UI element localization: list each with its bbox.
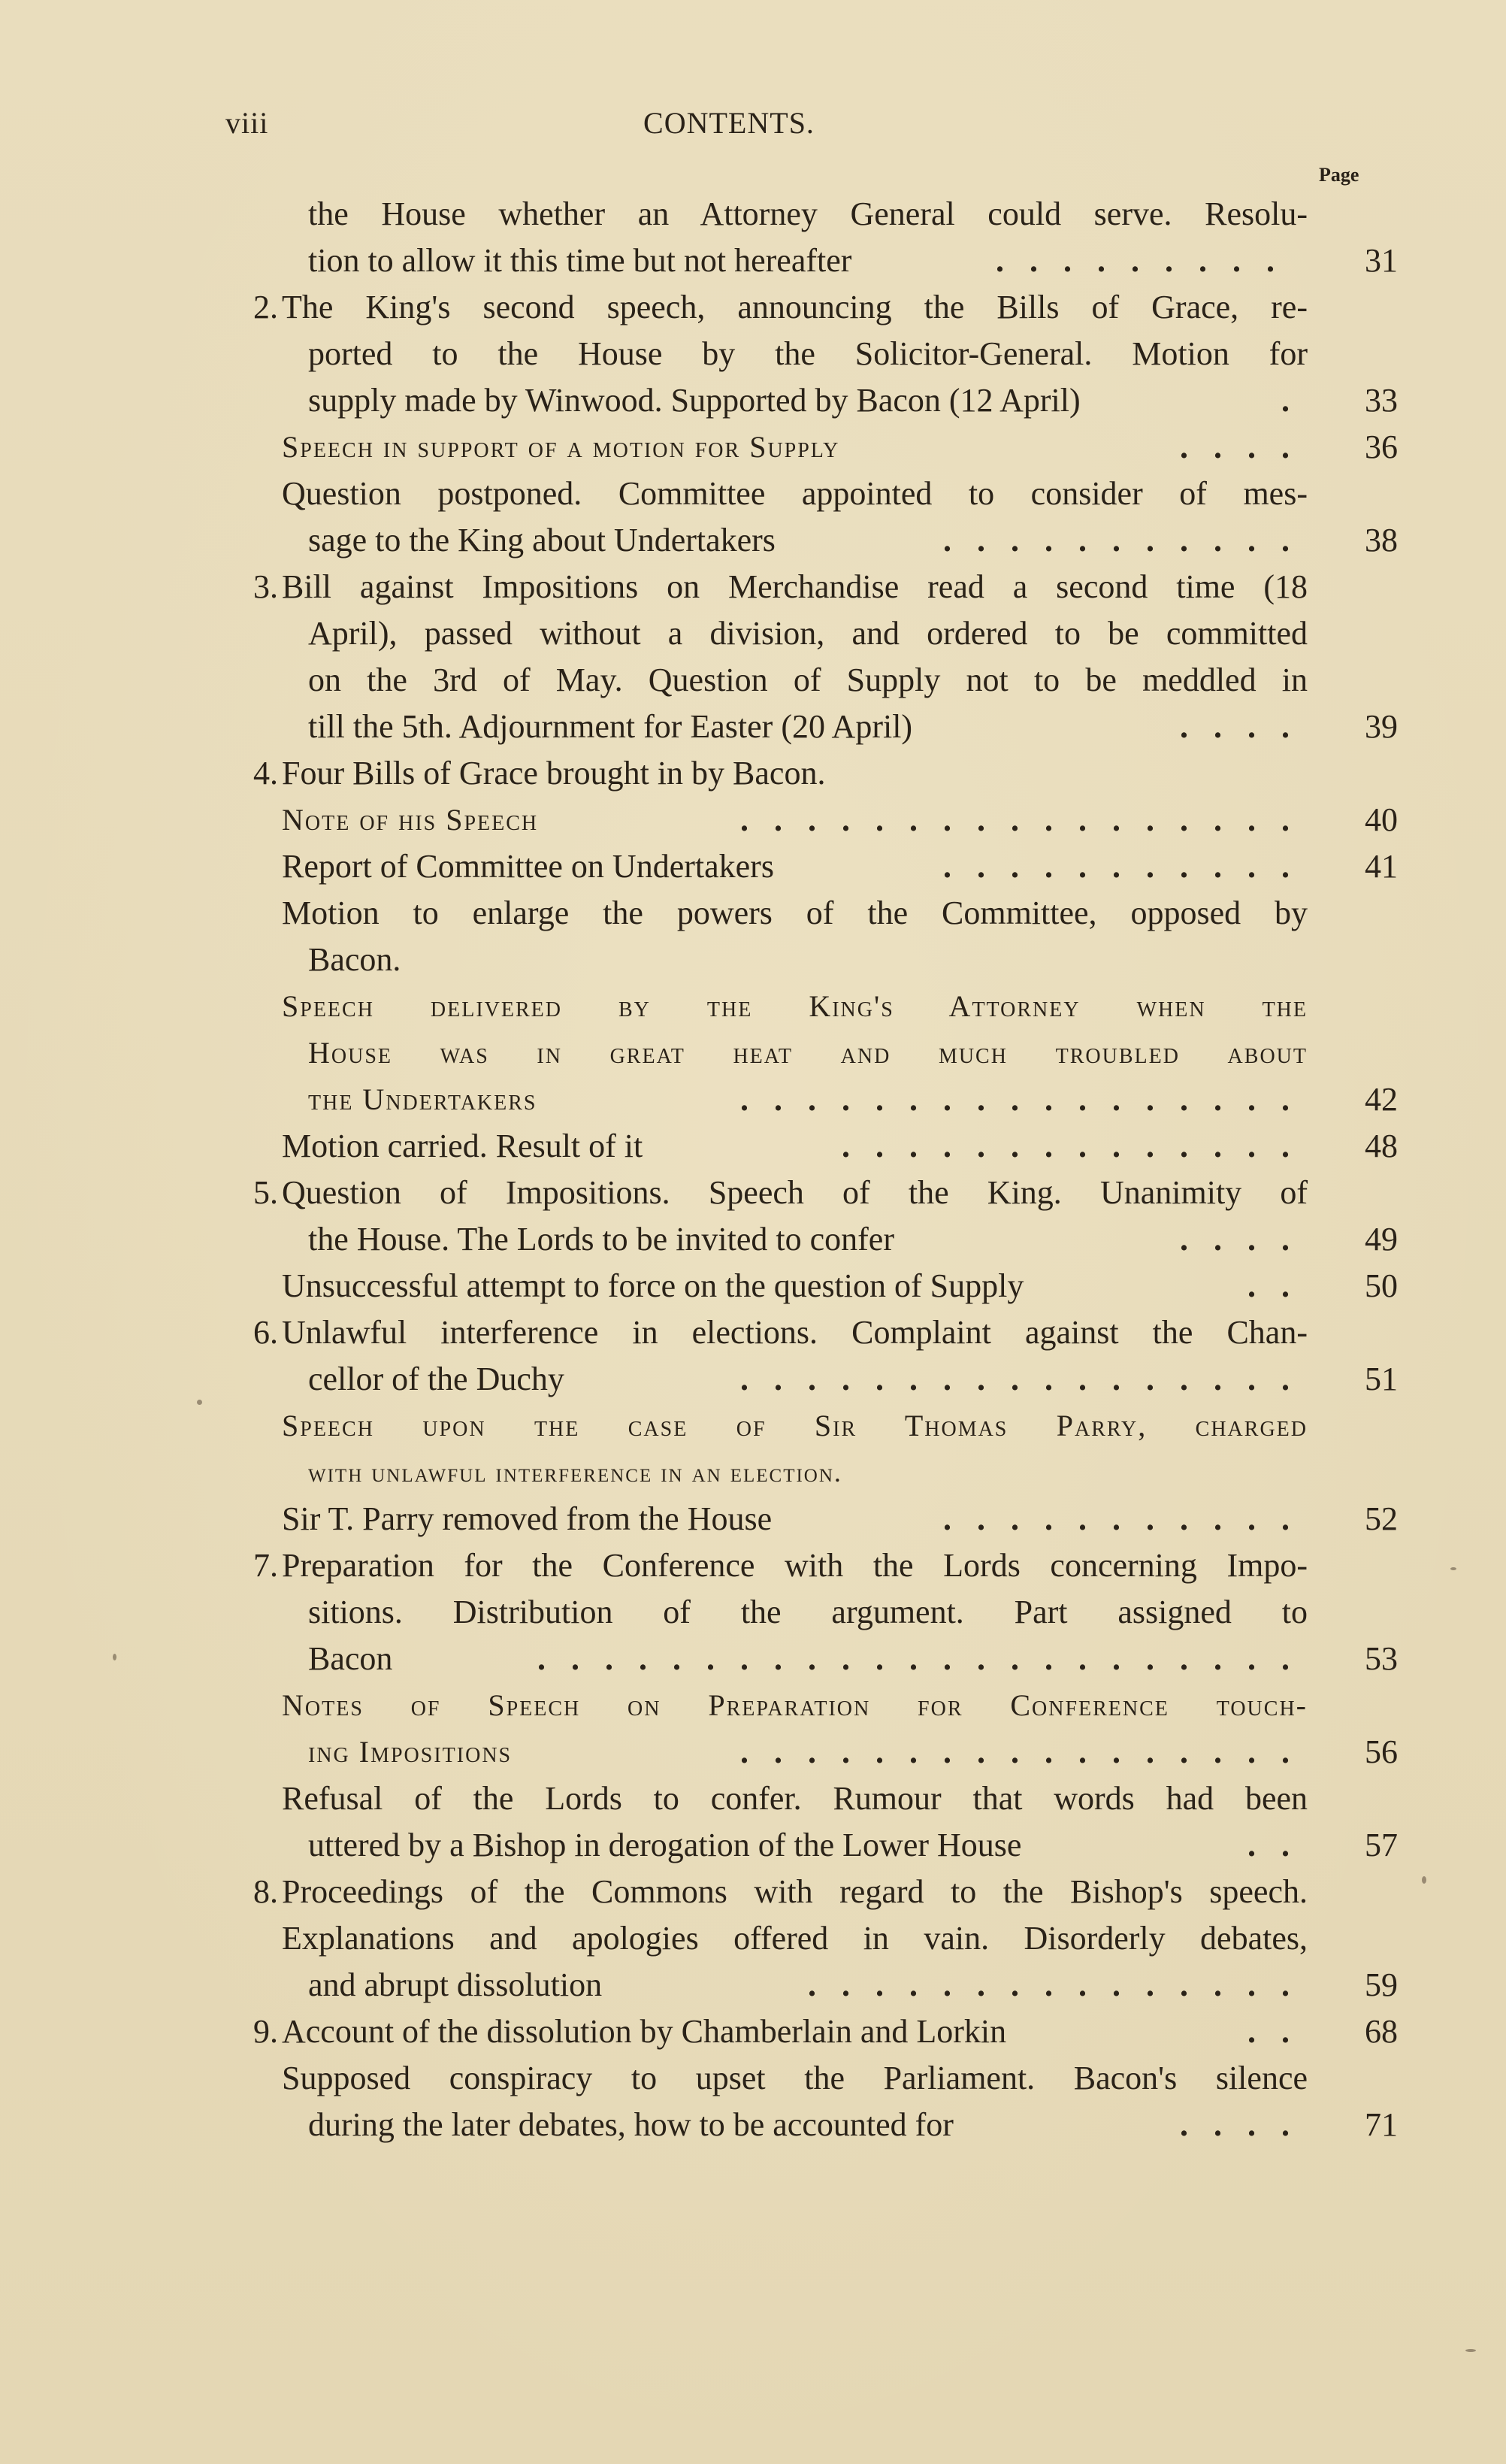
page-number: 71 bbox=[1365, 2106, 1398, 2143]
toc-line bbox=[0, 983, 1506, 1030]
toc-line bbox=[0, 1030, 1506, 1076]
section-number: 3. bbox=[253, 568, 278, 605]
page-number: 68 bbox=[1365, 2013, 1398, 2050]
toc-line bbox=[0, 471, 1506, 517]
entry-text: during the later debates, how to be accounted for bbox=[308, 2106, 954, 2143]
toc-line bbox=[0, 1170, 1506, 1216]
section-number: 8. bbox=[253, 1873, 278, 1910]
entry-text: Four Bills of Grace brought in by Bacon. bbox=[282, 755, 826, 792]
toc-line bbox=[0, 191, 1506, 238]
running-head bbox=[225, 105, 1232, 150]
entry-heading: House was in great heat and much troubled about bbox=[308, 1036, 1308, 1070]
entry-text: the House whether an Attorney General could serve. Resolu- bbox=[308, 195, 1308, 232]
dot-leader: .. bbox=[1247, 1827, 1315, 1863]
entry-text: uttered by a Bishop in derogation of the Lower House bbox=[308, 1827, 1022, 1863]
page-column-label: Page bbox=[1319, 164, 1359, 186]
toc-line bbox=[0, 2055, 1506, 2102]
entry-text: on the 3rd of May. Question of Supply not to be meddled in bbox=[308, 661, 1308, 698]
entry-heading: Speech upon the case of Sir Thomas Parry, charged bbox=[282, 1409, 1308, 1442]
toc-line bbox=[0, 1123, 1506, 1170]
dot-leader: .... bbox=[1180, 708, 1315, 745]
page-number: 41 bbox=[1365, 848, 1398, 885]
toc-line bbox=[0, 238, 1506, 284]
dot-leader: .. bbox=[1247, 2013, 1315, 2050]
entry-text: Motion carried. Result of it bbox=[282, 1128, 643, 1164]
dot-leader: ........... bbox=[943, 1500, 1315, 1537]
paper-speck bbox=[1450, 1567, 1456, 1570]
toc-line bbox=[0, 937, 1506, 983]
entry-text: and abrupt dissolution bbox=[308, 1966, 603, 2003]
toc-line bbox=[0, 1682, 1506, 1729]
page-number: 42 bbox=[1365, 1081, 1398, 1118]
entry-heading: Speech in support of a motion for Supply bbox=[282, 430, 840, 464]
page-number: 40 bbox=[1365, 801, 1398, 838]
entry-text: Question postponed. Committee appointed to consider of mes- bbox=[282, 475, 1308, 512]
section-number: 2. bbox=[253, 289, 278, 325]
toc-line bbox=[0, 797, 1506, 843]
page-number: 31 bbox=[1365, 242, 1398, 279]
paper-speck bbox=[113, 1654, 116, 1660]
toc-line bbox=[0, 1496, 1506, 1542]
dot-leader: .... bbox=[1180, 428, 1315, 465]
dot-leader: ................. bbox=[740, 1361, 1315, 1397]
entry-text: supply made by Winwood. Supported by Bacon (12 April) bbox=[308, 382, 1081, 419]
entry-heading: Speech delivered by the King's Attorney when the bbox=[282, 989, 1308, 1023]
toc-line bbox=[0, 1589, 1506, 1636]
dot-leader: ................. bbox=[740, 801, 1315, 838]
toc-line bbox=[0, 517, 1506, 564]
entry-text: Unsuccessful attempt to force on the question of Supply bbox=[282, 1267, 1024, 1304]
page-number: 59 bbox=[1365, 1966, 1398, 2003]
toc-line bbox=[0, 284, 1506, 331]
toc-line bbox=[0, 1822, 1506, 1869]
toc-line bbox=[0, 750, 1506, 797]
entry-heading: the Undertakers bbox=[308, 1082, 537, 1116]
section-number: 4. bbox=[253, 755, 278, 792]
page-number: 48 bbox=[1365, 1128, 1398, 1164]
page-number: 52 bbox=[1365, 1500, 1398, 1537]
entry-text: sage to the King about Undertakers bbox=[308, 522, 776, 558]
entry-text: April), passed without a division, and ordered to be committed bbox=[308, 615, 1308, 652]
entry-heading: Note of his Speech bbox=[282, 803, 539, 837]
toc-line bbox=[0, 1356, 1506, 1403]
entry-text: sitions. Distribution of the argument. Part assigned to bbox=[308, 1594, 1308, 1630]
page-number: 50 bbox=[1365, 1267, 1398, 1304]
paper-speck bbox=[1465, 2349, 1476, 2352]
toc-line bbox=[0, 2102, 1506, 2148]
entry-text: Sir T. Parry removed from the House bbox=[282, 1500, 773, 1537]
page-number: 56 bbox=[1365, 1733, 1398, 1770]
toc-line bbox=[0, 424, 1506, 471]
entry-text: Preparation for the Conference with the Lords concerning Impo- bbox=[282, 1547, 1308, 1584]
dot-leader: ....................... bbox=[537, 1640, 1315, 1677]
toc-line bbox=[0, 1775, 1506, 1822]
section-number: 9. bbox=[253, 2013, 278, 2050]
toc-line bbox=[0, 890, 1506, 937]
dot-leader: ................. bbox=[740, 1081, 1315, 1118]
toc-line bbox=[0, 1216, 1506, 1263]
entry-text: Unlawful interference in elections. Complaint against the Chan- bbox=[282, 1314, 1308, 1351]
paper-speck bbox=[1422, 1876, 1426, 1884]
entry-text: The King's second speech, announcing the Bills of Grace, re- bbox=[282, 289, 1308, 325]
page-number: 49 bbox=[1365, 1221, 1398, 1258]
entry-text: tion to allow it this time but not hereafter bbox=[308, 242, 852, 279]
entry-text: Motion to enlarge the powers of the Committee, opposed by bbox=[282, 894, 1308, 931]
entry-text: till the 5th. Adjournment for Easter (20 April) bbox=[308, 708, 913, 745]
toc-line bbox=[0, 1869, 1506, 1915]
dot-leader: .. bbox=[1247, 1267, 1315, 1304]
dot-leader: ................. bbox=[740, 1733, 1315, 1770]
dot-leader: .............. bbox=[842, 1128, 1315, 1164]
dot-leader: .... bbox=[1180, 2106, 1315, 2143]
entry-text: Proceedings of the Commons with regard to the Bishop's speech. bbox=[282, 1873, 1308, 1910]
toc-line bbox=[0, 1915, 1506, 1962]
toc-line bbox=[0, 377, 1506, 424]
section-number: 5. bbox=[253, 1174, 278, 1211]
page-title: CONTENTS. bbox=[643, 106, 815, 140]
entry-text: Question of Impositions. Speech of the King. Unanimity of bbox=[282, 1174, 1308, 1211]
toc-line bbox=[0, 1636, 1506, 1682]
toc-line bbox=[0, 704, 1506, 750]
entry-text: Account of the dissolution by Chamberlain and Lorkin bbox=[282, 2013, 1007, 2050]
page-number: 38 bbox=[1365, 522, 1398, 558]
toc-line bbox=[0, 1076, 1506, 1123]
entry-heading: with unlawful interference in an election. bbox=[308, 1458, 842, 1488]
dot-leader: .... bbox=[1180, 1221, 1315, 1258]
toc-line bbox=[0, 1403, 1506, 1449]
dot-leader: ........... bbox=[943, 848, 1315, 885]
entry-text: ported to the House by the Solicitor-General. Motion for bbox=[308, 335, 1308, 372]
entry-text: Bill against Impositions on Merchandise read a second time (18 bbox=[282, 568, 1308, 605]
page-number: 57 bbox=[1365, 1827, 1398, 1863]
entry-text: Refusal of the Lords to confer. Rumour that words had been bbox=[282, 1780, 1308, 1817]
entry-heading: ing Impositions bbox=[308, 1735, 513, 1769]
page-number: 36 bbox=[1365, 428, 1398, 465]
folio: viii bbox=[225, 106, 269, 140]
entry-text: Bacon bbox=[308, 1640, 393, 1677]
toc-line bbox=[0, 843, 1506, 890]
page-number: 51 bbox=[1365, 1361, 1398, 1397]
toc-line bbox=[0, 1962, 1506, 2008]
entry-text: Report of Committee on Undertakers bbox=[282, 848, 774, 885]
dot-leader: ......... bbox=[996, 242, 1300, 279]
toc-line bbox=[0, 657, 1506, 704]
toc-line bbox=[0, 1542, 1506, 1589]
entry-text: Bacon. bbox=[308, 941, 401, 978]
page-number: 53 bbox=[1365, 1640, 1398, 1677]
entry-text: Supposed conspiracy to upset the Parliament. Bacon's silence bbox=[282, 2060, 1308, 2096]
section-number: 6. bbox=[253, 1314, 278, 1351]
toc-line bbox=[0, 564, 1506, 610]
toc-line bbox=[0, 1263, 1506, 1309]
toc-line bbox=[0, 1449, 1506, 1496]
toc-line bbox=[0, 610, 1506, 657]
dot-leader: ............... bbox=[808, 1966, 1315, 2003]
entry-text: the House. The Lords to be invited to confer bbox=[308, 1221, 894, 1258]
toc-line bbox=[0, 2008, 1506, 2055]
dot-leader: . bbox=[1281, 382, 1315, 419]
page-number: 39 bbox=[1365, 708, 1398, 745]
entry-text: cellor of the Duchy bbox=[308, 1361, 564, 1397]
section-number: 7. bbox=[253, 1547, 278, 1584]
page-number: 33 bbox=[1365, 382, 1398, 419]
entry-text: Explanations and apologies offered in vain. Disorderly debates, bbox=[282, 1920, 1308, 1957]
entry-heading: Notes of Speech on Preparation for Conference touch- bbox=[282, 1688, 1308, 1722]
toc-line bbox=[0, 331, 1506, 377]
dot-leader: ........... bbox=[943, 522, 1315, 558]
paper-speck bbox=[197, 1400, 202, 1405]
toc-line bbox=[0, 1729, 1506, 1775]
toc-line bbox=[0, 1309, 1506, 1356]
